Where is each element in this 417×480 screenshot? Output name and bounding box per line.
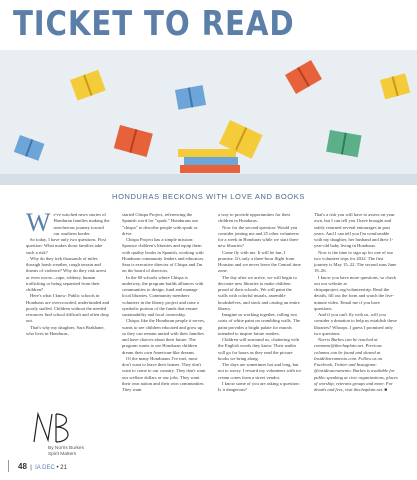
author-bio: Norris Burkes can be reached at comment@thechaplain.net. Previous columns can be found and shared at InsideSacramento.com. Follow us on Facebook, Twitter and Instagram: @insidesacramento. Burkes is available for public speaking at civic organizations, places of worship, veterans groups and more. For details and fees, visit thechaplain.net. ■ [314, 337, 398, 392]
paragraph: The days are sometimes hot and long, but not to worry. I reward my volunteers with ice cream cones from a street vendor. [218, 362, 302, 380]
paragraph: Chispa Project has a simple mission: Sponsor children's libraries and equip them with quality books in Spanish, working with Honduran community leaders and educators. Sara is executive director of Chispa and I'm on the board of directors. [122, 237, 205, 274]
paragraph: Children will surround us, chattering with the English words they know. Their smiles will go for hours as they read the picture books we bring along. [218, 337, 300, 361]
paragraph: e've watched news stories of Honduran families making the treacherous journey toward our southern border. [53, 212, 110, 236]
page-title: TICKET TO READ [13, 4, 295, 44]
byline-name: By Norris Burkes [48, 446, 84, 451]
paragraph: And if you can't fly with us, will you consider a donation to help us establish these libraries? Whoops. I guess I promised only two questions. [314, 312, 397, 336]
byline [48, 446, 84, 458]
flying-books-illustration [0, 50, 417, 185]
signature-initials [30, 408, 80, 448]
article-column-1 [26, 208, 110, 337]
paragraph: In the 60 schools where Chispa is underway, the program builds alliances with communities to design, fund and manage local libraries. Community members volunteer in the library project and raise a symbolic portion of the funds that ensure sustainability and local ownership. [122, 274, 204, 317]
paragraph: That's a risk you will have to assess on your own, but I can tell you I have brought and safely returned several entourages in past years. And I can tell you I'm comfortable with my daughter, her husband and their 1-year-old baby living in Honduras. [314, 212, 395, 249]
paragraph: started Chispa Project, referencing the Spanish word for "spark." Hondurans use "chispa" to describe people with spark or drive. [122, 212, 199, 236]
paragraph: Come fly with me. It will be fun, I promise. It's only a three-hour flight from Houston and we never leave the Central time zone. [218, 249, 301, 274]
hero-illustration [0, 50, 417, 185]
paragraph: Of the many Hondurans I've met, most don't want to leave their homes. They don't want to come to our country. They don't want our welfare dollars or our jobs. They want their own nation and their own communities. They want [122, 355, 206, 392]
paragraph: I know some of you are asking a question: Is it dangerous? [218, 380, 300, 392]
paragraph: Chispa, like the Honduran people it serves, wants to see children educated and grow up so they can remain united with their families and have choices about their future. The program wants to see Honduran children dream their own American-like dreams. [122, 318, 206, 355]
paragraph: Imagine us working together, rolling two coats of white paint on crumbling walls. The paint provides a bright palate for murals intended to inspire future readers. [218, 312, 301, 336]
paragraph: Here's what I know: Public schools in Honduras are overcrowded, underfunded and poorly staffed. Children without the needed resources find school difficult and often drop out. [26, 293, 110, 324]
article-subtitle: HONDURAS BECKONS WITH LOVE AND BOOKS [112, 192, 305, 201]
article-column-2 [122, 212, 206, 393]
article-column-3 [218, 212, 302, 393]
article-column-4 [314, 212, 398, 393]
paragraph: Why do they trek thousands of miles through harsh weather, rough terrain and threats of violence? Why do they risk arrest or even worse—rape, robbery, human trafficking or being separated from their children? [26, 255, 107, 292]
article-body [26, 208, 401, 477]
paragraph: Now is the time to sign up for one of our two volunteer trips for 2022. The first journey is May 15–22. The second runs June 19–26. [314, 249, 397, 274]
page-footer: 48 | IA DEC • 21 [18, 462, 67, 471]
page-number: 48 [18, 462, 27, 471]
paragraph: So today, I have only two questions. First question: What makes those families take such a risk? [26, 237, 107, 255]
byline-role: Spirit Matters [48, 452, 77, 457]
paragraph: a way to provide opportunities for their children in Honduras. [218, 212, 291, 224]
drop-cap: W [26, 208, 51, 237]
paragraph: I know you have more questions, so check out our website at chispaproject.org/volunteertrip. Read the details, fill out the form and watch the five-minute video. Email me if you have questions. [314, 274, 397, 311]
issue-number: 21 [60, 465, 67, 471]
footer-divider [8, 460, 9, 472]
paragraph: The day after we arrive, we will begin to decorate new libraries to make children proud of their schools. We will paint the walls with colorful murals, assemble bookshelves, and stock and catalog an entire library. [218, 274, 300, 311]
publication-name: IA DEC [35, 465, 55, 471]
paragraph: Now for the second question: Would you consider joining me and 25 other volunteers for a week in Honduras while we start three new libraries? [218, 224, 299, 249]
paragraph: That's why my daughter, Sara Brakhane, who lives in Honduras, [26, 324, 105, 336]
